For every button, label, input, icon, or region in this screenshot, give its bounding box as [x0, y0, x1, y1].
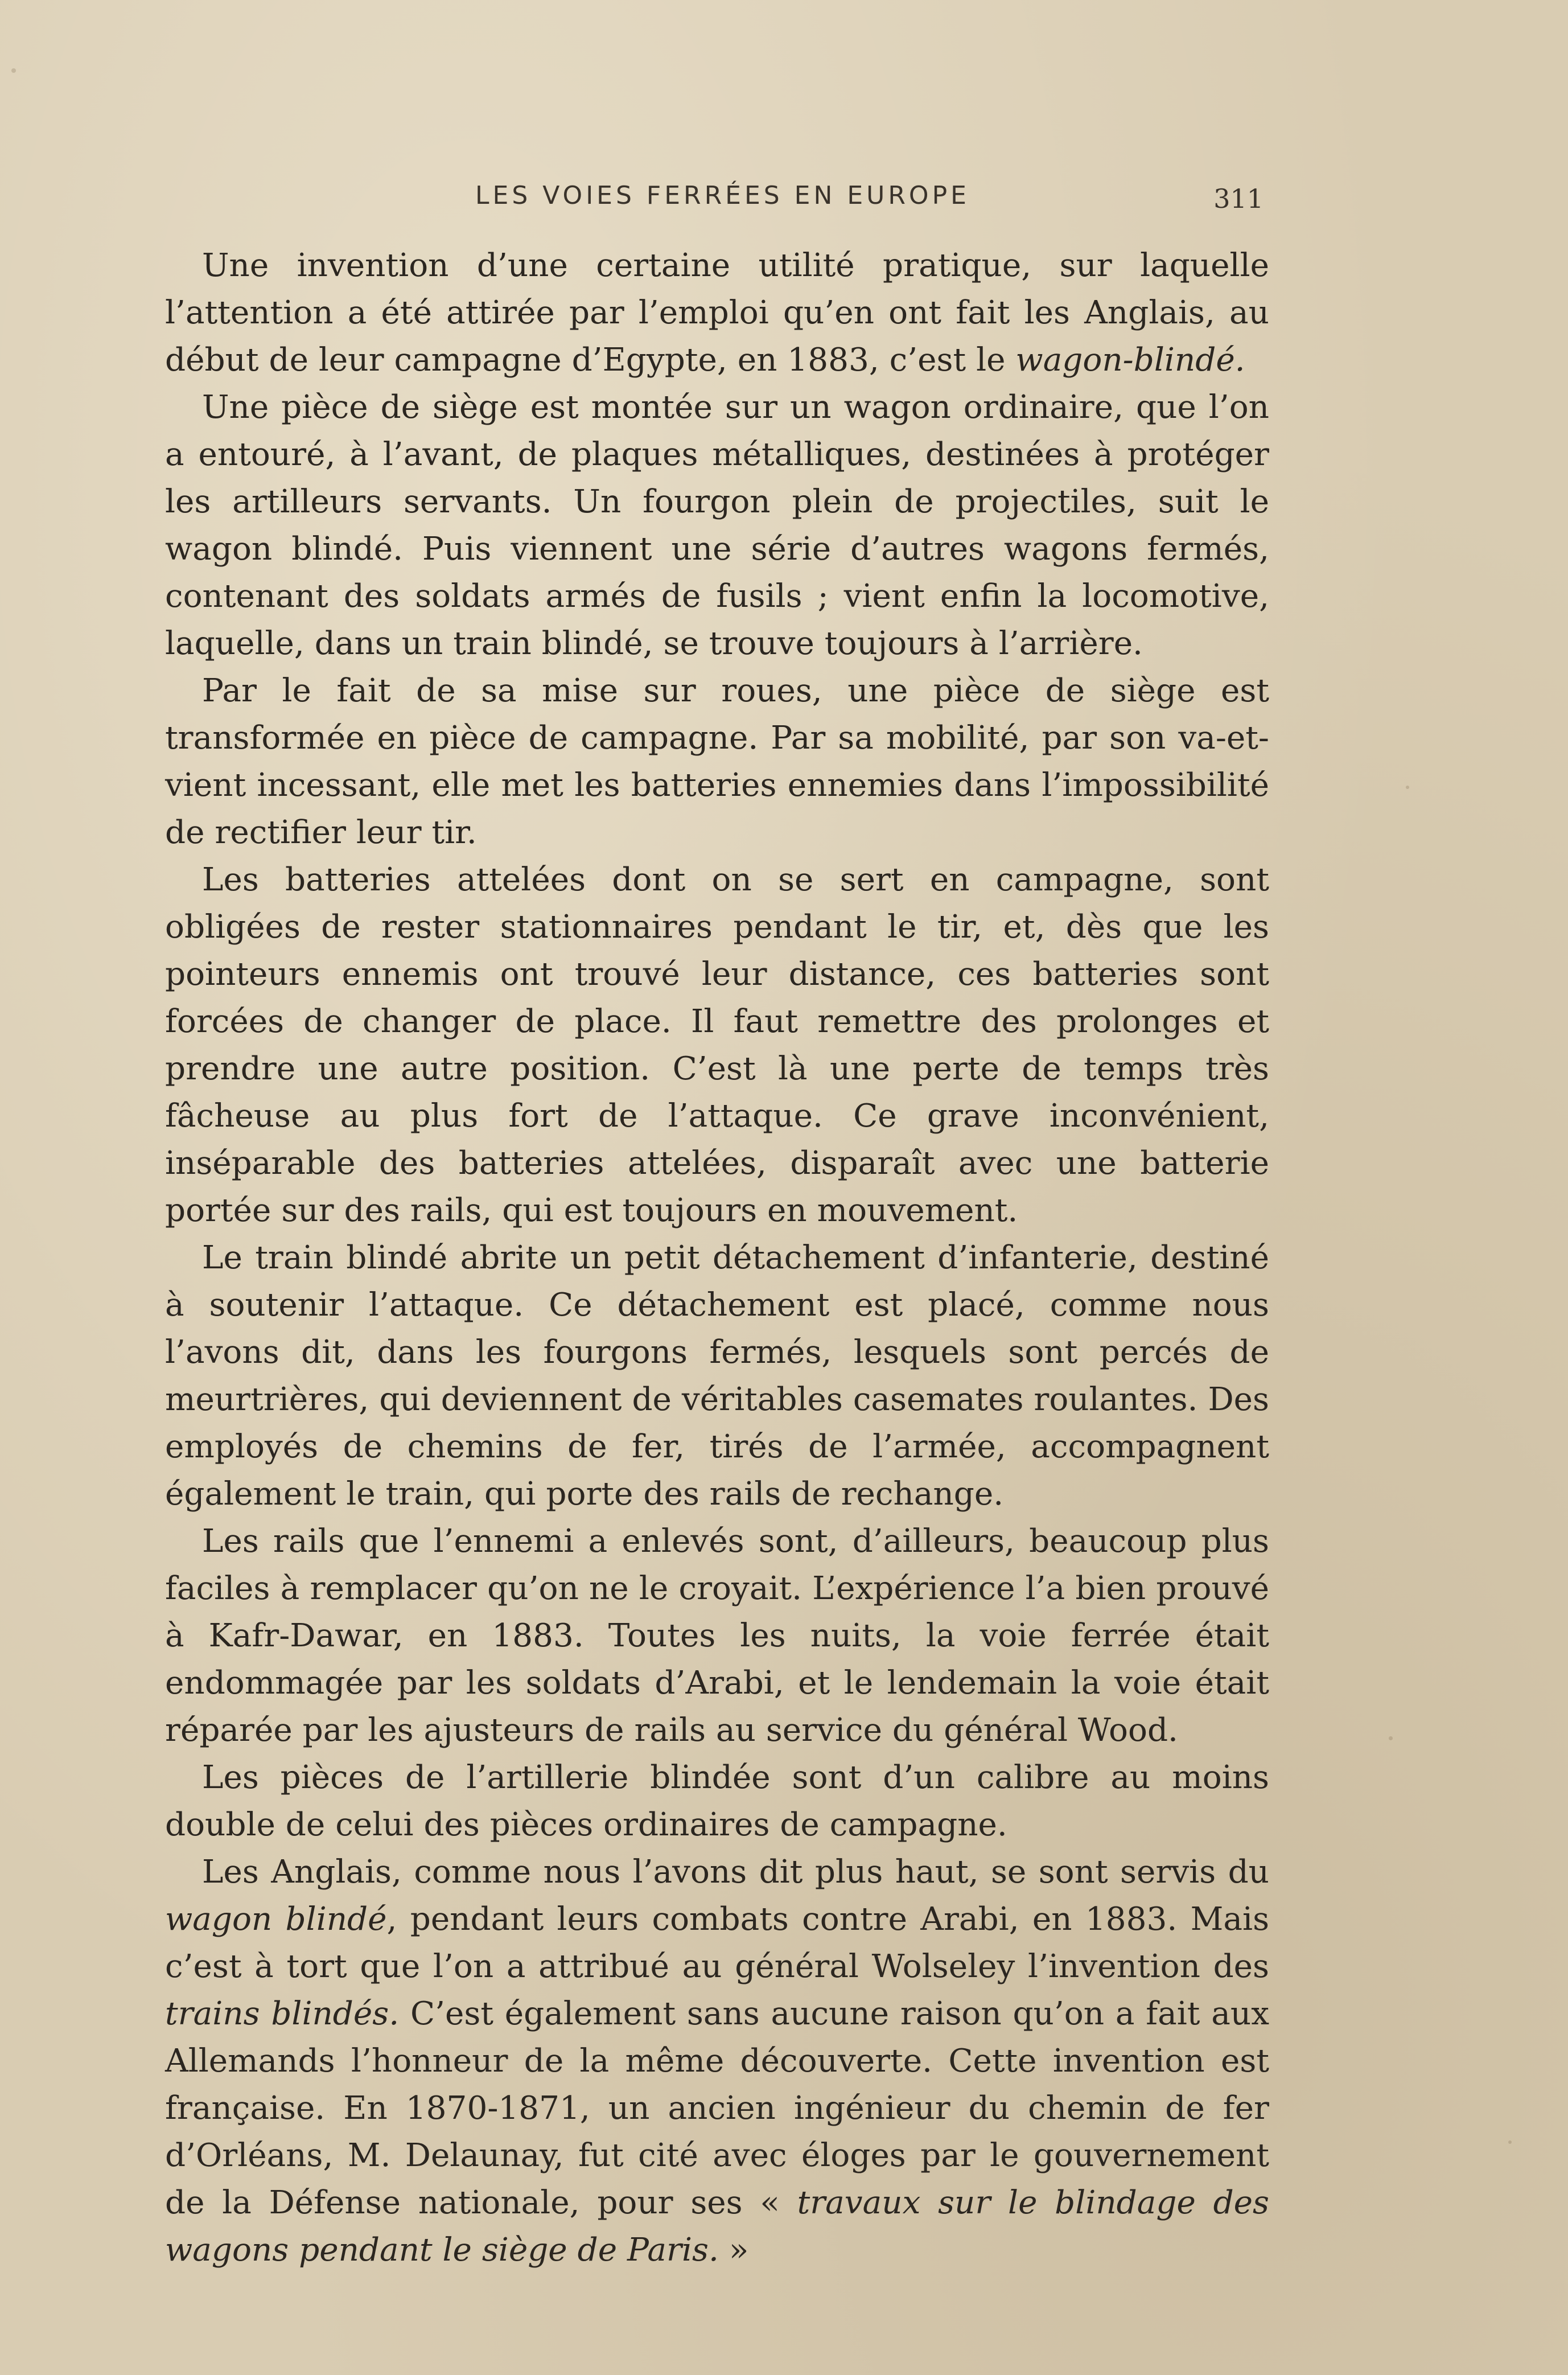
italic-term: trains blindés.: [165, 1995, 400, 2032]
paper-speck: [1508, 2140, 1512, 2144]
italic-quote: travaux sur le blindage des wagons pendant le siège de Paris.: [165, 2184, 1269, 2269]
paper-speck: [1406, 786, 1409, 789]
paper-speck: [1389, 1736, 1393, 1740]
paragraph-8: Les Anglais, comme nous l’avons dit plus haut, se sont servis du wagon blindé, pendant leurs combats contre Arabi, en 1883. Mais c’est à tort que l’on a attribué au général Wolseley l’invention des trains blindés. C’est également sans aucune raison qu’on a fait aux Allemands l’honneur de la même découverte. Cette invention est française. En 1870-1871, un ancien ingénieur du chemin de fer d’Orléans, M. Delaunay, fut cité avec éloges par le gouvernement de la Défense nationale, pour ses « travaux sur le blindage des wagons pendant le siège de Paris. »: [165, 1854, 1270, 2269]
paragraph-7: Les pièces de l’artillerie blindée sont d’un calibre au moins double de celui des pièces ordinaires de campagne.: [165, 1759, 1269, 1843]
paragraph-5: Le train blindé abrite un petit détachement d’infanterie, destiné à soutenir l’attaque. Ce détachement est placé, comme nous l’avons dit, dans les fourgons fermés, lesquels sont percés de meurtrières, qui deviennent de véritables casemates roulantes. Des employés de chemins de fer, tirés de l’armée, accompagnent également le train, qui porte des rails de rechange.: [165, 1239, 1269, 1513]
body-text: [165, 242, 1269, 2274]
paragraph-1: Une invention d’une certaine utilité pratique, sur laquelle l’attention a été attirée par l’emploi qu’en ont fait les Anglais, au début de leur campagne d’Egypte, en 1883, c’est le wagon-blindé.: [165, 247, 1269, 379]
paragraph-2: Une pièce de siège est montée sur un wagon ordinaire, que l’on a entouré, à l’avant, de plaques métalliques, destinées à protéger les artilleurs servants. Un fourgon plein de projectiles, suit le wagon blindé. Puis viennent une série d’autres wagons fermés, contenant des soldats armés de fusils ; vient enfin la locomotive, laquelle, dans un train blindé, se trouve toujours à l’arrière.: [165, 389, 1269, 662]
paragraph-4: Les batteries attelées dont on se sert en campagne, sont obligées de rester stationnaires pendant le tir, et, dès que les pointeurs ennemis ont trouvé leur distance, ces batteries sont forcées de changer de place. Il faut remettre des prolonges et prendre une autre position. C’est là une perte de temps très fâcheuse au plus fort de l’attaque. Ce grave inconvénient, inséparable des batteries attelées, disparaît avec une batterie portée sur des rails, qui est toujours en mouvement.: [165, 861, 1269, 1229]
paragraph-6: Les rails que l’ennemi a enlevés sont, d’ailleurs, beaucoup plus faciles à remplacer qu’on ne le croyait. L’expérience l’a bien prouvé à Kafr-Dawar, en 1883. Toutes les nuits, la voie ferrée était endommagée par les soldats d’Arabi, et le lendemain la voie était réparée par les ajusteurs de rails au service du général Wood.: [165, 1523, 1269, 1749]
page-header: [165, 181, 1275, 221]
running-title: LES VOIES FERRÉES EN EUROPE: [475, 181, 970, 210]
paper-speck: [11, 68, 16, 73]
paragraph-3: Par le fait de sa mise sur roues, une pièce de siège est transformée en pièce de campagne. Par sa mobilité, par son va-et-vient incessant, elle met les batteries ennemies dans l’impossibilité de rectifier leur tir.: [165, 672, 1269, 851]
italic-term: wagon blindé: [165, 1901, 387, 1938]
page-number: 311: [1213, 183, 1264, 214]
italic-term: wagon-blindé.: [1015, 342, 1245, 379]
